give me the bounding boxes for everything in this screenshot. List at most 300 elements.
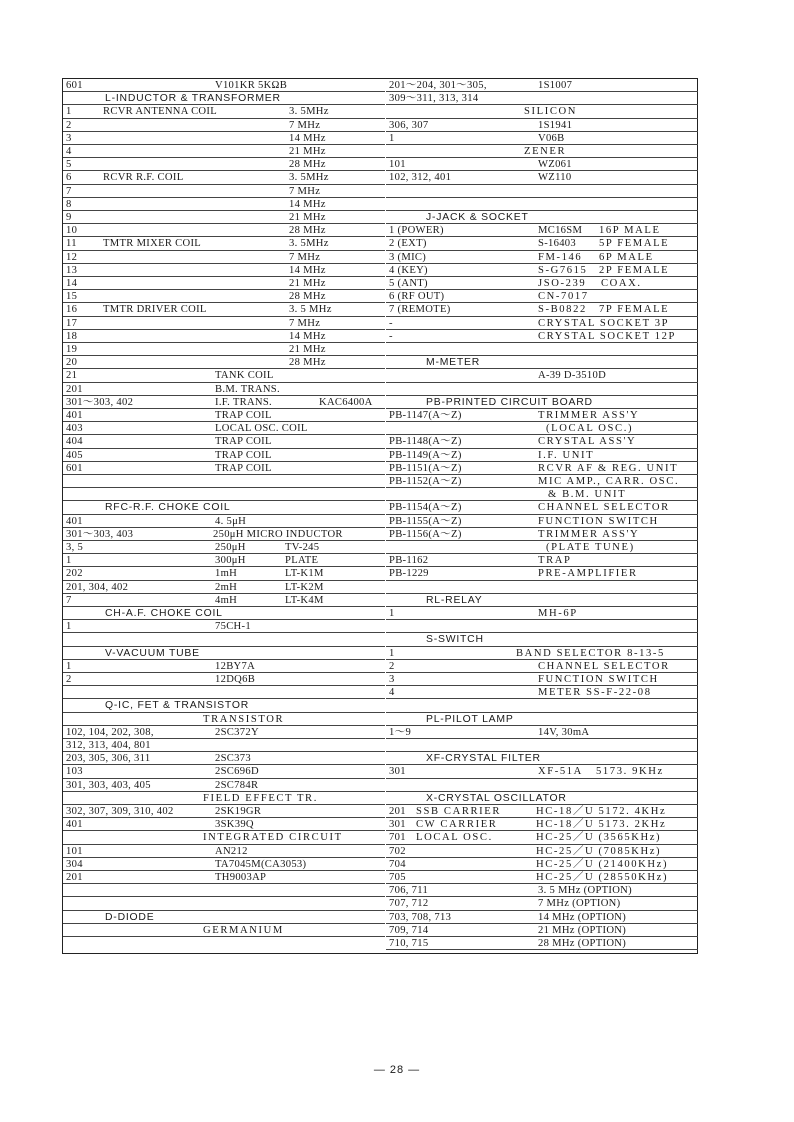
reference-number: 1 [389, 608, 395, 619]
part-description: CHANNEL SELECTOR [538, 660, 670, 672]
blank-row [386, 383, 698, 396]
part-row [386, 475, 698, 488]
blank-row [386, 739, 698, 752]
part-row [386, 158, 698, 171]
section-title: CH-A.F. CHOKE COIL [105, 608, 223, 619]
reference-number: 103 [66, 766, 83, 778]
part-row [386, 673, 698, 686]
subheading-title: INTEGRATED CIRCUIT [203, 832, 343, 844]
reference-number: 3 [66, 132, 72, 144]
blank-row [63, 475, 385, 488]
part-spec: 7 MHz [289, 119, 321, 131]
part-description: JSO-239 [538, 278, 587, 289]
part-row [63, 158, 385, 171]
part-row [386, 224, 698, 237]
subheading [63, 792, 385, 805]
part-spec: 28 MHz [289, 159, 326, 171]
reference-number: PB-1151(A～Z) [389, 462, 462, 474]
part-description: AN212 [215, 845, 248, 857]
page-number: — 28 — [373, 1064, 421, 1076]
part-description: TRIMMER ASS'Y [538, 528, 640, 540]
reference-number: 20 [66, 357, 78, 369]
part-row [63, 396, 385, 409]
part-description: CN-7017 [538, 291, 589, 303]
part-description: 28 MHz (OPTION) [538, 938, 627, 949]
part-description: I.F. UNIT [538, 449, 595, 461]
part-spec: 3. 5 MHz [289, 304, 332, 316]
reference-number: 301, 303, 403, 405 [66, 779, 151, 791]
reference-number: PB-1152(A～Z) [389, 476, 462, 487]
subheading [386, 145, 698, 158]
blank-row [386, 198, 698, 211]
part-description: 14 MHz (OPTION) [538, 911, 627, 923]
part-description: WZ110 [538, 172, 572, 184]
section-heading [386, 752, 698, 765]
reference-number: 17 [66, 317, 78, 329]
reference-number: 302, 307, 309, 310, 402 [66, 806, 174, 817]
part-row [386, 607, 698, 620]
reference-number: 601 [66, 462, 83, 474]
part-description: I.F. TRANS. [215, 396, 273, 408]
part-row [63, 435, 385, 448]
part-spec: LT-K1M [285, 568, 324, 580]
reference-number: PB-1229 [389, 568, 429, 580]
part-row [386, 858, 698, 871]
part-spec: 14 MHz [289, 330, 326, 342]
section-title: PL-PILOT LAMP [426, 713, 514, 725]
part-spec: 7 MHz [289, 185, 321, 197]
section-title: L-INDUCTOR & TRANSFORMER [105, 93, 281, 105]
blank-row [386, 699, 698, 712]
part-description: MIC AMP., CARR. OSC. [538, 476, 680, 487]
part-description: 2SC696D [215, 766, 259, 778]
reference-number: 404 [66, 436, 83, 448]
crystal-function: CW CARRIER [416, 819, 498, 831]
crystal-function: SSB CARRIER [416, 806, 502, 817]
part-spec: 14 MHz [289, 264, 326, 276]
part-row [386, 818, 698, 831]
part-row [386, 765, 698, 778]
part-description: TMTR MIXER COIL [103, 238, 202, 250]
part-description: 2SC784R [215, 779, 259, 791]
part-row [63, 726, 385, 739]
reference-number: 21 [66, 370, 78, 382]
reference-number: 701 [389, 832, 406, 844]
part-spec: 28 MHz [289, 225, 326, 237]
part-row [386, 660, 698, 673]
part-row [63, 145, 385, 158]
reference-number: 2 (EXT) [389, 238, 427, 250]
part-row [386, 237, 698, 250]
part-row [63, 132, 385, 145]
part-description: METER SS-F-22-08 [538, 687, 652, 699]
reference-number: 704 [389, 858, 406, 870]
part-spec: 28 MHz [289, 291, 326, 303]
part-row [63, 79, 385, 92]
part-row [63, 739, 385, 752]
part-description: 3. 5 MHz (OPTION) [538, 885, 632, 897]
blank-row [386, 620, 698, 633]
part-description: TRAP COIL [215, 410, 272, 421]
part-spec: 6P MALE [599, 251, 654, 263]
part-description: RCVR ANTENNA COIL [103, 106, 217, 118]
reference-number: 7 (REMOTE) [389, 304, 451, 316]
part-row [63, 211, 385, 224]
part-row [386, 554, 698, 567]
part-row [63, 765, 385, 778]
part-description: HC-18／U 5172. 4KHz [536, 806, 667, 817]
part-description: TANK COIL [215, 370, 274, 382]
part-row [386, 317, 698, 330]
reference-number: 405 [66, 449, 83, 461]
part-row [63, 515, 385, 528]
reference-number: 301 [389, 819, 406, 831]
reference-number: 202 [66, 568, 83, 580]
reference-number: 8 [66, 198, 72, 210]
part-row [386, 290, 698, 303]
part-description: HC-18／U 5173. 2KHz [536, 819, 667, 831]
blank-row [63, 686, 385, 699]
reference-number: 309～311, 313, 314 [389, 93, 479, 105]
reference-number: 4 [389, 687, 395, 699]
part-row [63, 409, 385, 422]
part-description: (PLATE TUNE) [546, 542, 635, 553]
reference-number: - [389, 317, 393, 329]
part-row [63, 383, 385, 396]
section-heading [386, 356, 698, 369]
part-row [386, 911, 698, 924]
section-title: D-DIODE [105, 911, 155, 923]
section-title: RFC-R.F. CHOKE COIL [105, 502, 231, 514]
part-row [63, 198, 385, 211]
part-row [63, 871, 385, 884]
part-spec: 21 MHz [289, 278, 326, 289]
part-description: HC-25／U (7085KHz) [536, 845, 662, 857]
reference-number: 203, 305, 306, 311 [66, 753, 151, 765]
section-heading [386, 713, 698, 726]
part-spec: 7 MHz [289, 251, 321, 263]
reference-number: 702 [389, 845, 406, 857]
part-spec: TV-245 [285, 542, 320, 553]
part-row [386, 845, 698, 858]
part-description: TH9003AP [215, 872, 267, 883]
part-description: & B.M. UNIT [548, 489, 627, 501]
part-spec: COAX. [601, 278, 642, 289]
part-row [63, 462, 385, 475]
reference-number: 6 [66, 172, 72, 184]
part-description: 7 MHz (OPTION) [538, 898, 621, 910]
part-spec: 5173. 9KHz [596, 766, 664, 778]
part-description: 2SK19GR [215, 806, 262, 817]
part-description: BAND SELECTOR 8-13-5 [516, 647, 665, 659]
reference-number: 101 [66, 845, 83, 857]
part-row [63, 237, 385, 250]
section-heading [386, 633, 698, 646]
part-row [63, 119, 385, 132]
part-row [63, 673, 385, 686]
reference-number: 304 [66, 858, 83, 870]
part-row [63, 343, 385, 356]
reference-number: 703, 708, 713 [389, 911, 452, 923]
part-spec: 21 MHz [289, 344, 326, 355]
reference-number: 710, 715 [389, 938, 429, 949]
part-row [63, 858, 385, 871]
subheading [386, 105, 698, 118]
part-row [386, 330, 698, 343]
blank-row [386, 779, 698, 792]
part-row [63, 369, 385, 382]
reference-number: 11 [66, 238, 77, 250]
part-row [63, 264, 385, 277]
part-row [386, 132, 698, 145]
part-row [386, 435, 698, 448]
subheading-title: FIELD EFFECT TR. [203, 792, 318, 804]
part-spec: KAC6400A [319, 396, 373, 408]
part-row [386, 409, 698, 422]
reference-number: 1 [66, 660, 72, 672]
part-description: S-G7615 [538, 264, 588, 276]
part-row [63, 290, 385, 303]
reference-number: 306, 307 [389, 119, 429, 131]
blank-row [386, 185, 698, 198]
part-row [386, 515, 698, 528]
reference-number: 1 [66, 621, 72, 633]
part-row [63, 224, 385, 237]
part-row [386, 171, 698, 184]
reference-number: 601 [66, 80, 83, 91]
part-description: CHANNEL SELECTOR [538, 502, 670, 514]
part-spec: LT-K2M [285, 581, 324, 593]
reference-number: 301～303, 402 [66, 396, 134, 408]
part-description: 12DQ6B [215, 674, 256, 685]
reference-number: 2 [389, 660, 395, 672]
reference-number: 1 [66, 106, 72, 118]
part-description: S-16403 [538, 238, 577, 250]
part-description: B.M. TRANS. [215, 383, 280, 395]
blank-row [63, 488, 385, 501]
part-row [386, 647, 698, 660]
part-spec: 28 MHz [289, 357, 326, 369]
reference-number: 1 (POWER) [389, 225, 444, 237]
part-spec: LT-K4M [285, 594, 324, 606]
part-row [63, 171, 385, 184]
part-row [386, 897, 698, 910]
part-row [386, 831, 698, 844]
part-row [386, 119, 698, 132]
part-description: 75CH-1 [215, 621, 251, 633]
reference-number: 10 [66, 225, 78, 237]
part-spec: 21 MHz [289, 146, 326, 157]
part-description: RCVR AF & REG. UNIT [538, 462, 679, 474]
part-row [386, 92, 698, 105]
part-spec: 3. 5MHz [289, 172, 329, 184]
part-spec: 7P FEMALE [599, 304, 670, 316]
part-spec: PLATE [285, 555, 319, 567]
section-heading [63, 911, 385, 924]
reference-number: 403 [66, 423, 83, 435]
reference-number: 12 [66, 251, 78, 263]
reference-number: 401 [66, 819, 83, 831]
part-row [386, 884, 698, 897]
part-row [386, 937, 698, 950]
part-description: CRYSTAL SOCKET 12P [538, 330, 677, 342]
part-row [386, 871, 698, 884]
section-title: Q-IC, FET & TRANSISTOR [105, 700, 250, 712]
part-description: 12BY7A [215, 660, 256, 672]
reference-number: 1 [389, 132, 395, 144]
reference-number: 312, 313, 404, 801 [66, 740, 151, 751]
part-description: 2mH [215, 581, 238, 593]
blank-row [63, 633, 385, 646]
reference-number: 4 [66, 146, 72, 157]
section-heading [63, 647, 385, 660]
part-row [63, 594, 385, 607]
part-description: 250μH MICRO INDUCTOR [213, 528, 343, 540]
part-row [63, 845, 385, 858]
part-row [63, 528, 385, 541]
part-description: 2SC372Y [215, 726, 259, 738]
part-description: RCVR R.F. COIL [103, 172, 184, 184]
reference-number: 1 [389, 647, 395, 659]
reference-number: PB-1156(A～Z) [389, 528, 462, 540]
reference-number: 6 (RF OUT) [389, 291, 445, 303]
part-description: TRAP COIL [215, 449, 272, 461]
part-spec: 14 MHz [289, 198, 326, 210]
part-description: FUNCTION SWITCH [538, 515, 659, 527]
reference-number: 2 [66, 674, 72, 685]
part-row [386, 567, 698, 580]
reference-number: 201～204, 301～305, [389, 80, 487, 91]
reference-number: 1 [66, 555, 72, 567]
part-row [63, 330, 385, 343]
part-row [386, 488, 698, 501]
reference-number: 19 [66, 344, 78, 355]
parts-list-table [62, 78, 698, 954]
part-row [386, 79, 698, 92]
subheading-title: SILICON [524, 106, 577, 118]
reference-number: 401 [66, 410, 83, 421]
reference-number: 7 [66, 594, 72, 606]
part-description: 1S1007 [538, 80, 573, 91]
reference-number: 709, 714 [389, 924, 429, 936]
part-spec: 21 MHz [289, 212, 326, 223]
part-description: WZ061 [538, 159, 572, 171]
part-row [386, 541, 698, 554]
part-description: S-B0822 [538, 304, 587, 316]
reference-number: 201 [389, 806, 406, 817]
reference-number: PB-1147(A～Z) [389, 410, 462, 421]
part-spec: 3. 5MHz [289, 238, 329, 250]
part-description: TRAP [538, 555, 572, 567]
section-title: V-VACUUM TUBE [105, 647, 200, 659]
part-description: TRAP COIL [215, 462, 272, 474]
part-description: A-39 D-3510D [538, 370, 607, 382]
part-row [63, 581, 385, 594]
reference-number: 2 [66, 119, 72, 131]
reference-number: 13 [66, 264, 78, 276]
reference-number: 14 [66, 278, 78, 289]
section-title: PB-PRINTED CIRCUIT BOARD [426, 396, 593, 408]
section-heading [386, 792, 698, 805]
reference-number: 9 [66, 212, 72, 223]
section-heading [386, 396, 698, 409]
section-title: J-JACK & SOCKET [426, 212, 529, 223]
part-row [386, 369, 698, 382]
part-spec: 3. 5MHz [289, 106, 329, 118]
part-row [386, 251, 698, 264]
reference-number: 301～303, 403 [66, 528, 134, 540]
part-description: CRYSTAL SOCKET 3P [538, 317, 670, 329]
reference-number: 201 [66, 872, 83, 883]
reference-number: 705 [389, 872, 406, 883]
part-description: HC-25／U (28550KHz) [536, 872, 669, 883]
reference-number: PB-1162 [389, 555, 429, 567]
section-title: S-SWITCH [426, 634, 484, 646]
reference-number: 101 [389, 159, 406, 171]
reference-number: PB-1155(A～Z) [389, 515, 462, 527]
part-description: MH-6P [538, 608, 578, 619]
part-row [63, 303, 385, 316]
section-title: X-CRYSTAL OSCILLATOR [426, 792, 567, 804]
reference-number: 3, 5 [66, 542, 84, 553]
part-description: 1mH [215, 568, 238, 580]
part-row [386, 264, 698, 277]
part-row [386, 422, 698, 435]
section-heading [386, 211, 698, 224]
section-title: RL-RELAY [426, 594, 483, 606]
part-description: HC-25／U (3565KHz) [536, 832, 662, 844]
part-row [63, 660, 385, 673]
part-row [63, 541, 385, 554]
reference-number: 5 [66, 159, 72, 171]
part-row [386, 449, 698, 462]
reference-number: 7 [66, 185, 72, 197]
blank-row [386, 581, 698, 594]
crystal-function: LOCAL OSC. [416, 832, 493, 844]
part-row [386, 303, 698, 316]
part-description: 300μH [215, 555, 246, 567]
reference-number: PB-1149(A～Z) [389, 449, 462, 461]
blank-row [386, 343, 698, 356]
part-row [63, 567, 385, 580]
part-row [63, 805, 385, 818]
reference-number: 4 (KEY) [389, 264, 428, 276]
section-heading [386, 594, 698, 607]
reference-number: - [389, 330, 393, 342]
part-description: MC16SM [538, 225, 583, 237]
part-row [63, 554, 385, 567]
part-row [63, 251, 385, 264]
part-description: TMTR DRIVER COIL [103, 304, 207, 316]
blank-row [63, 884, 385, 897]
part-row [63, 620, 385, 633]
reference-number: 16 [66, 304, 78, 316]
part-row [386, 462, 698, 475]
part-row [63, 449, 385, 462]
part-description: V06B [538, 132, 565, 144]
reference-number: 5 (ANT) [389, 278, 428, 289]
part-row [63, 752, 385, 765]
part-row [63, 185, 385, 198]
part-description: LOCAL OSC. COIL [215, 423, 308, 435]
reference-number: 3 [389, 674, 395, 685]
part-row [63, 779, 385, 792]
reference-number: 401 [66, 515, 83, 527]
part-description: FM-146 [538, 251, 583, 263]
part-description: 14V, 30mA [538, 726, 590, 738]
reference-number: 102, 312, 401 [389, 172, 452, 184]
part-row [63, 277, 385, 290]
